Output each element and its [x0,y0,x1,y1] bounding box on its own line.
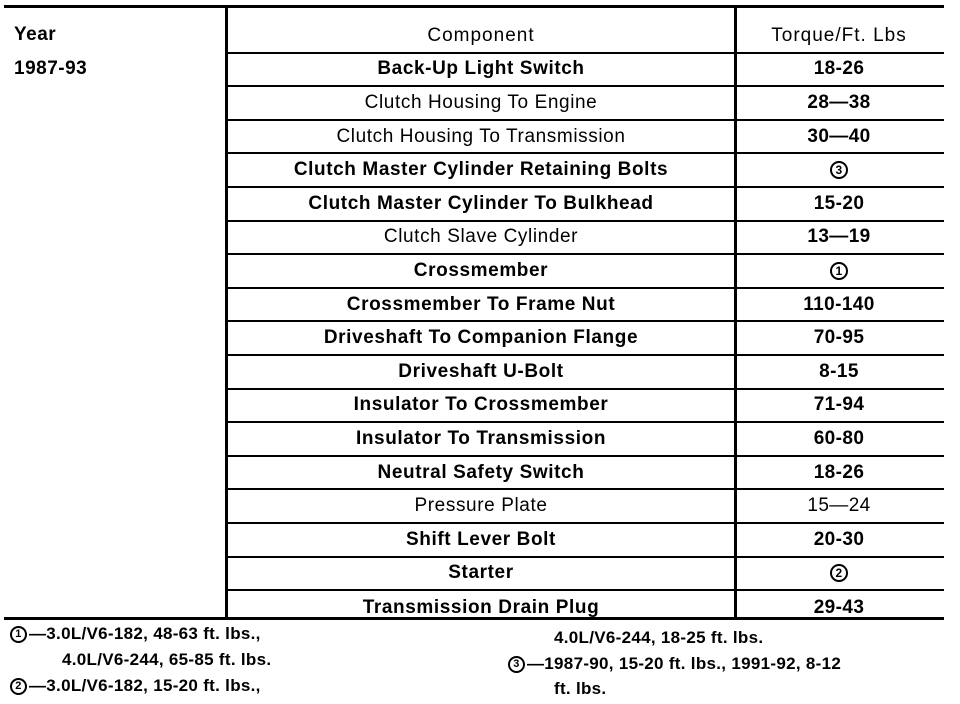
component-cell: Shift Lever Bolt [405,528,556,550]
torque-cell: 29-43 [813,596,865,618]
component-cell: Insulator To Crossmember [353,394,609,416]
footnote-1 [10,624,261,644]
table-row [228,121,944,155]
footnote-1-line2: 4.0L/V6-244, 65-85 ft. lbs. [62,650,272,669]
torque-cell: 70-95 [813,327,865,349]
component-cell: Driveshaft U-Bolt [398,360,564,382]
footnote-1-continued [62,650,271,670]
table-row [228,87,944,121]
component-cell: Pressure Plate [414,495,548,517]
table-row [228,558,944,592]
footnote-2-icon: 2 [10,678,27,695]
table-row [228,490,944,524]
torque-cell [734,558,944,590]
footnote-1-icon: 1 [10,626,27,643]
component-cell: Clutch Housing To Transmission [336,125,626,147]
footnote-1-marker-icon: 1 [830,262,848,280]
component-cell: Clutch Housing To Engine [364,91,598,113]
footnote-3 [508,654,841,674]
component-cell: Crossmember [413,259,549,281]
year-value: 1987-93 [14,58,88,79]
torque-cell: 60-80 [813,427,865,449]
table-row [228,222,944,256]
torque-cell: 15-20 [813,192,865,214]
torque-cell: 18-26 [813,58,865,80]
year-header: Year [14,24,57,45]
footnote-3-line2: ft. lbs. [554,679,607,698]
component-cell: Neutral Safety Switch [377,461,585,483]
torque-cell: 15—24 [807,495,871,517]
footnote-2-line2: 4.0L/V6-244, 18-25 ft. lbs. [554,628,764,647]
torque-cell: 30—40 [807,125,871,147]
torque-cell: 71-94 [813,394,865,416]
torque-column-header: Torque/Ft. Lbs [771,24,907,46]
component-cell: Driveshaft To Companion Flange [323,327,639,349]
torque-cell: 8-15 [819,360,859,382]
torque-cell: 110-140 [803,293,875,315]
top-rule [4,5,944,8]
footnote-3-continued [554,679,606,699]
table-row [228,188,944,222]
component-column-header: Component [427,24,535,46]
table-row [228,457,944,491]
table-row [228,356,944,390]
footnotes [10,624,950,704]
component-cell: Back-Up Light Switch [377,58,585,80]
table-header-row [228,20,944,54]
torque-cell: 18-26 [813,461,865,483]
component-cell: Starter [448,562,514,584]
table-row [228,591,944,625]
table-row [228,524,944,558]
torque-cell: 20-30 [813,528,865,550]
component-cell: Transmission Drain Plug [362,596,600,618]
component-cell: Clutch Master Cylinder To Bulkhead [308,192,654,214]
footnote-3-line1: —1987-90, 15-20 ft. lbs., 1991-92, 8-12 [527,654,842,673]
table-row [228,390,944,424]
table-row [228,255,944,289]
footnote-3-marker-icon: 3 [830,161,848,179]
torque-cell [734,255,944,287]
table-row [228,154,944,188]
footnote-2-line1: —3.0L/V6-182, 15-20 ft. lbs., [29,676,261,695]
table-row [228,322,944,356]
table-row [228,54,944,88]
torque-cell: 13—19 [807,226,871,248]
footnote-2-marker-icon: 2 [830,564,848,582]
component-cell: Insulator To Transmission [355,427,607,449]
footnote-3-icon: 3 [508,656,525,673]
table-row [228,423,944,457]
torque-cell [734,154,944,186]
component-cell: Clutch Master Cylinder Retaining Bolts [293,159,669,181]
component-cell: Crossmember To Frame Nut [346,293,616,315]
footnote-2 [10,676,261,696]
table-row [228,289,944,323]
component-cell: Clutch Slave Cylinder [383,226,579,248]
footnote-2-continued [554,628,763,648]
footnote-1-line1: —3.0L/V6-182, 48-63 ft. lbs., [29,624,261,643]
torque-cell: 28—38 [807,91,871,113]
torque-table [228,20,944,625]
